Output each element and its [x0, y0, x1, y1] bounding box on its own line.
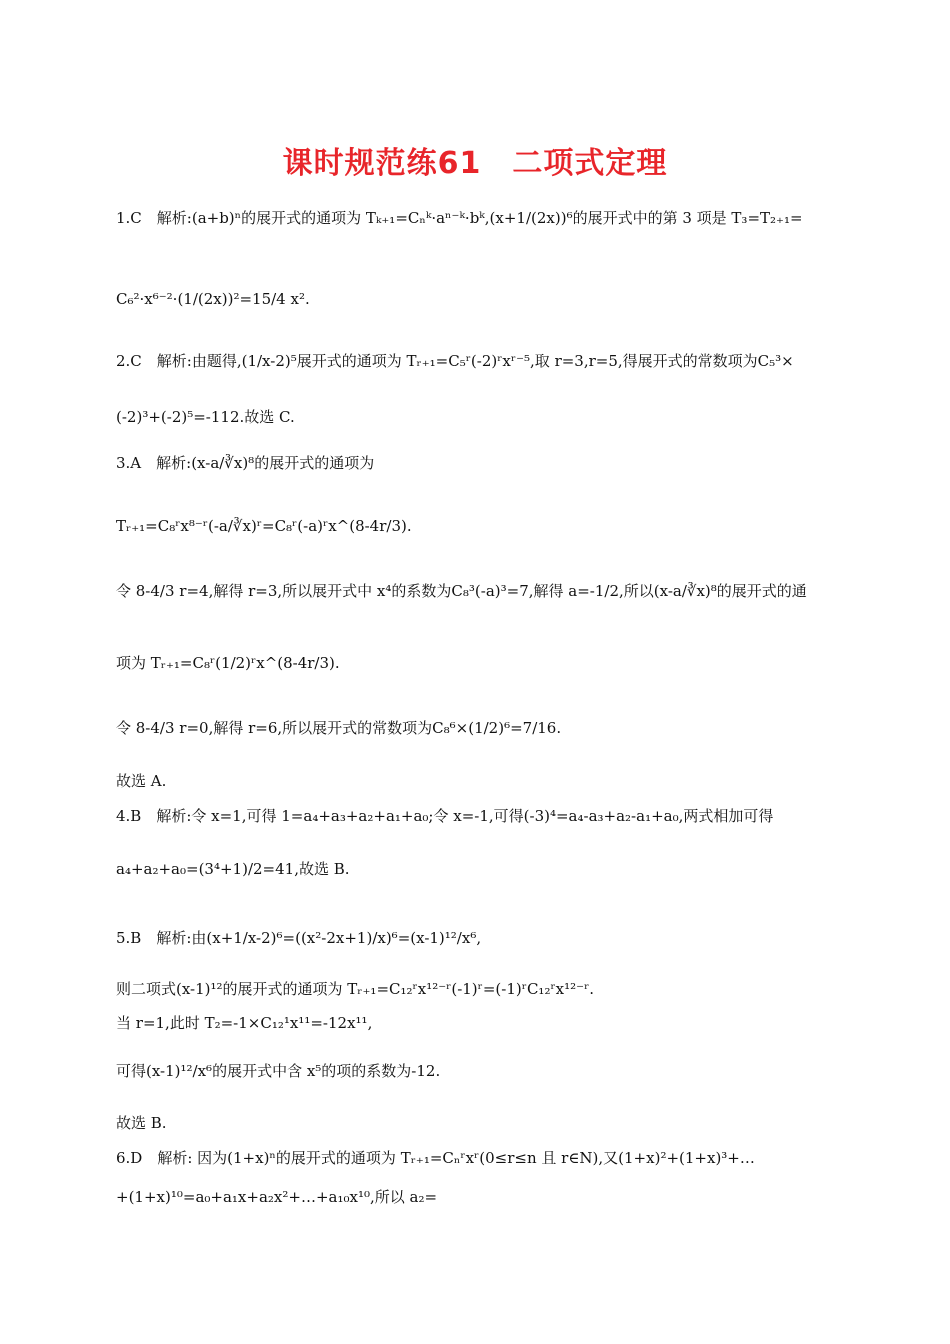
q3-line-4: 项为 Tᵣ₊₁=C₈ʳ(1/2)ʳx^(8-4r/3).: [116, 654, 340, 672]
q6-line-2: +(1+x)¹⁰=a₀+a₁x+a₂x²+…+a₁₀x¹⁰,所以 a₂=: [116, 1188, 438, 1206]
q3-line-1: 3.A 解析:(x-a/∛x)⁸的展开式的通项为: [116, 454, 375, 472]
page-title: 课时规范练61 二项式定理: [282, 146, 668, 181]
q3-line-3: 令 8-4/3 r=4,解得 r=3,所以展开式中 x⁴的系数为C₈³(-a)³=7,解得 a=-1/2,所以(x-a/∛x)⁸的展开式的通: [116, 582, 807, 600]
q6-line-1: 6.D 解析: 因为(1+x)ⁿ的展开式的通项为 Tᵣ₊₁=Cₙʳxʳ(0≤r≤n 且 r∈N),又(1+x)²+(1+x)³+…: [116, 1149, 755, 1167]
q4-line-2: a₄+a₂+a₀=(3⁴+1)/2=41,故选 B.: [116, 860, 350, 878]
q5-line-4: 可得(x-1)¹²/x⁶的展开式中含 x⁵的项的系数为-12.: [116, 1062, 441, 1080]
q1-line-1: 1.C 解析:(a+b)ⁿ的展开式的通项为 Tₖ₊₁=Cₙᵏ·aⁿ⁻ᵏ·bᵏ,(x+1/(2x))⁶的展开式中的第 3 项是 T₃=T₂₊₁=: [116, 209, 803, 227]
q3-line-5: 令 8-4/3 r=0,解得 r=6,所以展开式的常数项为C₈⁶×(1/2)⁶=7/16.: [116, 719, 562, 737]
q5-line-1: 5.B 解析:由(x+1/x-2)⁶=((x²-2x+1)/x)⁶=(x-1)¹²/x⁶,: [116, 929, 482, 947]
q5-line-5: 故选 B.: [116, 1114, 167, 1132]
q1-line-2: C₆²·x⁶⁻²·(1/(2x))²=15/4 x².: [116, 290, 310, 308]
q5-line-2: 则二项式(x-1)¹²的展开式的通项为 Tᵣ₊₁=C₁₂ʳx¹²⁻ʳ(-1)ʳ=(-1)ʳC₁₂ʳx¹²⁻ʳ.: [116, 980, 595, 998]
q3-line-2: Tᵣ₊₁=C₈ʳx⁸⁻ʳ(-a/∛x)ʳ=C₈ʳ(-a)ʳx^(8-4r/3).: [116, 517, 412, 535]
q2-line-1: 2.C 解析:由题得,(1/x-2)⁵展开式的通项为 Tᵣ₊₁=C₅ʳ(-2)ʳxʳ⁻⁵,取 r=3,r=5,得展开式的常数项为C₅³×: [116, 352, 794, 370]
q4-line-1: 4.B 解析:令 x=1,可得 1=a₄+a₃+a₂+a₁+a₀;令 x=-1,可得(-3)⁴=a₄-a₃+a₂-a₁+a₀,两式相加可得: [116, 807, 774, 825]
q5-line-3: 当 r=1,此时 T₂=-1×C₁₂¹x¹¹=-12x¹¹,: [116, 1014, 373, 1032]
q2-line-2: (-2)³+(-2)⁵=-112.故选 C.: [116, 408, 295, 426]
q3-line-6: 故选 A.: [116, 772, 167, 790]
